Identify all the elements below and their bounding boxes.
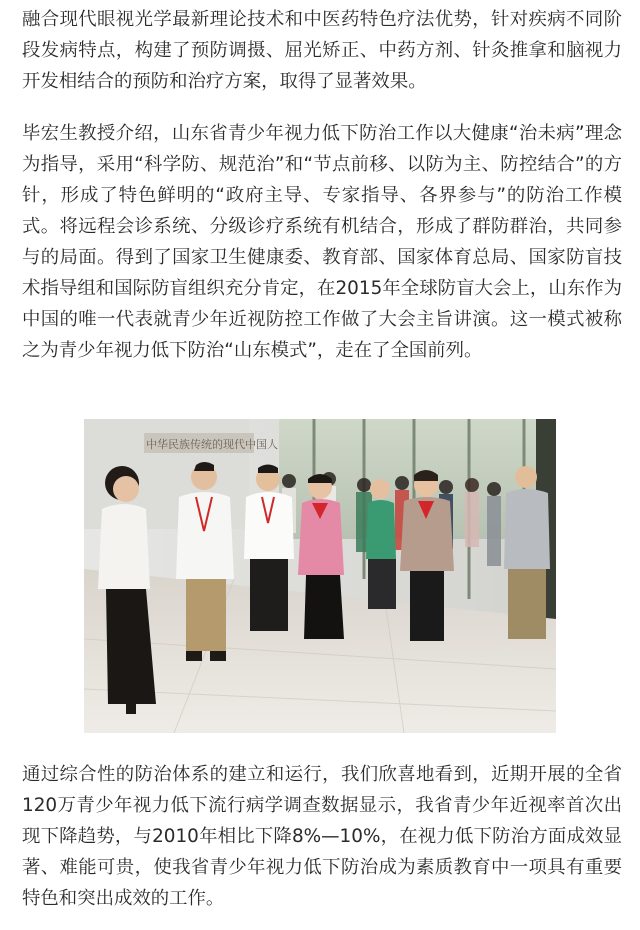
paragraph-3: 通过综合性的防治体系的建立和运行，我们欣喜地看到，近期开展的全省120万青少年视力低下流行病学调查数据显示，我省青少年近视率首次出现下降趋势，与2010年相比下降8%—10%，在视力低下防治方面成效显著、难能可贵，使我省青少年视力低下防治成为素质教育中一项具有重要特色和突出成效的工作。: [22, 764, 622, 909]
event-photo: [84, 419, 556, 733]
wall-banner-text: 中华民族传统的现代中国人: [146, 438, 278, 451]
official-person-6: [504, 466, 550, 639]
paragraph-2: 毕宏生教授介绍，山东省青少年视力低下防治工作以大健康“治未病”理念为指导，采用“科学防、规范治”和“节点前移、以防为主、防控结合”的方针，形成了特色鲜明的“政府主导、专家指导、各界参与”的防治工作模式。将远程会诊系统、分级诊疗系统有机结合，形成了群防群治，共同参与的局面。得到了国家卫生健康委、教育部、国家体育总局、国家防盲技术指导组和国际防盲组织充分肯定，在2015年全球防盲大会上，山东作为中国的唯一代表就青少年近视防控工作做了大会主旨讲演。这一模式被称之为青少年视力低下防治“山东模式”，走在了全国前列。: [22, 123, 622, 361]
paragraph-1: 融合现代眼视光学最新理论技术和中医药特色疗法优势，针对疾病不同阶段发病特点，构建了预防调摄、屈光矫正、中药方剂、针灸推拿和脑视力开发相结合的预防和治疗方案，取得了显著效果。: [22, 9, 622, 92]
